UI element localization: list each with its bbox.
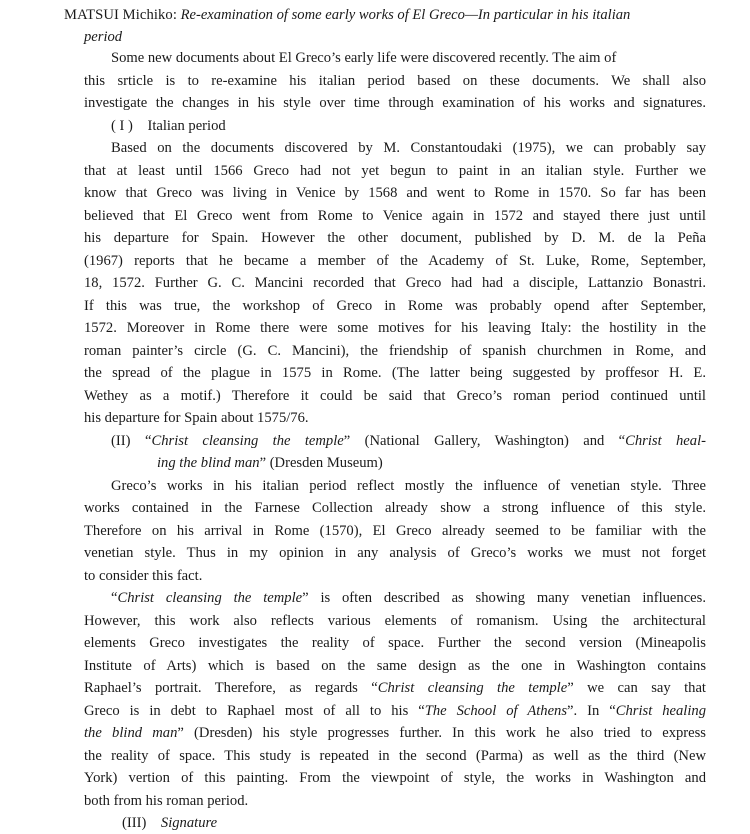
text-run: his departure for Spain about 1575/76.: [84, 410, 309, 426]
body-text-line: [84, 520, 706, 542]
body-text-line: [84, 745, 706, 767]
text-run: works contained in the Farnese Collection already show a strong influence of this style.: [84, 500, 706, 516]
text-run: However, this work also reflects various elements of romanism. Using the architectural: [84, 613, 706, 629]
text-run: the reality of space. This study is repeated in the second (Parma) as well as the third (New: [84, 748, 706, 764]
body-text-line: [84, 205, 706, 227]
italic-text: Christ cleansing the temple: [117, 590, 303, 606]
body-text-line: [111, 475, 706, 497]
text-run: ”. In “: [567, 703, 616, 719]
text-run: (III): [122, 815, 161, 831]
author-name: MATSUI Michiko: [64, 7, 173, 23]
italic-text: The School of Athens: [424, 703, 568, 719]
text-run: both from his roman period.: [84, 793, 249, 809]
body-text-line: [84, 407, 309, 429]
text-run: “: [111, 590, 118, 606]
heading-colon: :: [172, 7, 177, 23]
text-run: Institute of Arts) which is based on the same design as the one in Washington contains: [84, 658, 706, 674]
body-text-line: [111, 137, 706, 159]
section-heading-line: [111, 430, 706, 452]
section-heading-line: [157, 452, 383, 474]
text-run: ( I ) Italian period: [111, 118, 226, 134]
text-run: Therefore on his arrival in Rome (1570), El Greco already seemed to be familiar with the: [84, 523, 706, 539]
text-run: that at least until 1566 Greco had not yet begun to paint in an italian style. Further we: [84, 163, 706, 179]
italic-text: Christ cleansing the temple: [377, 680, 568, 696]
italic-text: Christ heal-: [625, 433, 706, 449]
text-run: Based on the documents discovered by M. Constantoudaki (1975), we can probably say: [111, 140, 706, 156]
body-text-line: [84, 790, 248, 812]
italic-text: Christ healing: [615, 703, 706, 719]
body-text-line: [84, 70, 706, 92]
text-run: roman painter’s circle (G. C. Mancini), the friendship of spanish churchmen in Rome, and: [84, 343, 706, 359]
article-title: Re-examination of some early works of El Greco—In particular in his italian: [180, 7, 631, 23]
body-text-line: [84, 362, 706, 384]
body-text-line: [84, 722, 706, 744]
text-run: 1572. Moreover in Rome there were some motives for his leaving Italy: the hostility in the: [84, 320, 706, 336]
italic-text: ing the blind man: [157, 455, 260, 471]
text-run: this srticle is to re-examine his italian period based on these documents. We shall also: [84, 73, 706, 89]
body-text-line: [84, 182, 706, 204]
text-run: Greco is in debt to Raphael most of all to his “: [84, 703, 425, 719]
text-run: (1967) reports that he became a member of the Academy of St. Luke, Rome, September,: [84, 253, 706, 269]
body-text-line: [84, 700, 706, 722]
body-text-line: [84, 92, 706, 114]
text-run: 18, 1572. Further G. C. Mancini recorded that Greco had had a disciple, Lattanzio Bonastri.: [84, 275, 706, 291]
text-run: ” (National Gallery, Washington) and “: [343, 433, 626, 449]
body-text-line: [84, 250, 706, 272]
text-run: Raphael’s portrait. Therefore, as regards “: [84, 680, 378, 696]
text-run: ” (Dresden Museum): [259, 455, 383, 471]
text-run: to consider this fact.: [84, 568, 203, 584]
text-run: ” we can say that: [567, 680, 706, 696]
text-run: elements Greco investigates the reality of space. Further the second version (Mineapolis: [84, 635, 706, 651]
text-run: venetian style. Thus in my opinion in any analysis of Greco’s works we must not forget: [84, 545, 706, 561]
body-text-line: [84, 767, 706, 789]
text-run: Some new documents about El Greco’s early life were discovered recently. The aim of: [111, 50, 617, 66]
body-text-line: [84, 497, 706, 519]
text-run: Wethey as a motif.) Therefore it could be said that Greco’s roman period continued until: [84, 388, 706, 404]
text-run: believed that El Greco went from Rome to Venice again in 1572 and stayed there just until: [84, 208, 706, 224]
body-text-line: [111, 587, 706, 609]
section-heading-line: [111, 115, 226, 137]
italic-text: the blind man: [84, 725, 178, 741]
text-run: ” is often described as showing many venetian influences.: [302, 590, 706, 606]
body-text-line: [84, 565, 202, 587]
text-run: investigate the changes in his style over time through examination of his works and signatures.: [84, 95, 706, 111]
text-run: (II) “: [111, 433, 152, 449]
body-text-line: [84, 160, 706, 182]
body-text-line: [84, 317, 706, 339]
text-run: know that Greco was living in Venice by 1568 and went to Rome in 1570. So far has been: [84, 185, 706, 201]
body-text-line: [84, 655, 706, 677]
body-text-line: [84, 610, 706, 632]
body-text-line: [84, 227, 706, 249]
body-text-line: [84, 632, 706, 654]
text-run: If this was true, the workshop of Greco in Rome was probably opend after September,: [84, 298, 706, 314]
body-text-line: [84, 677, 706, 699]
italic-text: Christ cleansing the temple: [151, 433, 344, 449]
text-run: York) vertion of this painting. From the viewpoint of style, the works in Washington and: [84, 770, 706, 786]
article-title-continued: period: [84, 29, 123, 45]
body-text-line: [84, 542, 706, 564]
body-text-line: [111, 47, 616, 69]
article-heading: [64, 4, 704, 26]
body-text-line: [84, 340, 706, 362]
section-heading-line: [122, 812, 217, 834]
text-run: ” (Dresden) his style progresses further. In this work he also tried to express: [177, 725, 706, 741]
italic-text: Signature: [160, 815, 218, 831]
body-text-line: [84, 385, 706, 407]
text-run: the spread of the plague in 1575 in Rome. (The latter being suggested by proffesor H. E.: [84, 365, 706, 381]
body-text-line: [84, 295, 706, 317]
body-text-line: [84, 272, 706, 294]
text-run: his departure for Spain. However the other document, published by D. M. de la Peña: [84, 230, 706, 246]
text-run: Greco’s works in his italian period reflect mostly the influence of venetian style. Three: [111, 478, 706, 494]
